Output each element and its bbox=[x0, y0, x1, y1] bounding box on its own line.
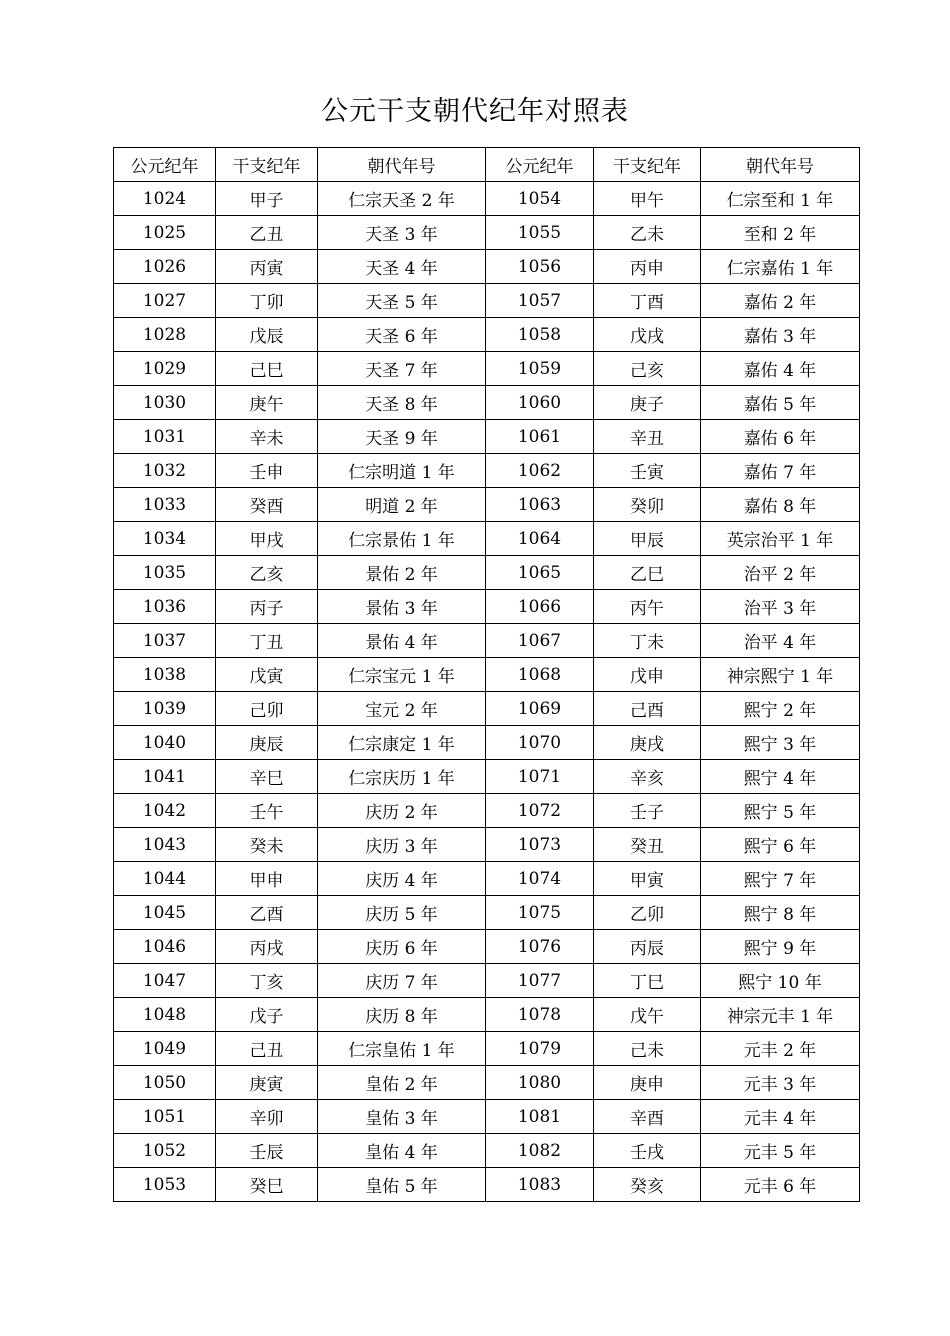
table-row bbox=[114, 284, 860, 318]
table-row bbox=[114, 522, 860, 556]
dynasty-era-cell: 元丰 6 年 bbox=[701, 1168, 860, 1202]
dynasty-era-cell: 庆历 4 年 bbox=[318, 862, 486, 896]
dynasty-era-cell: 景佑 2 年 bbox=[318, 556, 486, 590]
dynasty-era-cell: 熙宁 5 年 bbox=[701, 794, 860, 828]
dynasty-era-cell: 皇佑 2 年 bbox=[318, 1066, 486, 1100]
dynasty-era-cell: 嘉佑 4 年 bbox=[701, 352, 860, 386]
gregorian-year-cell: 1055 bbox=[486, 216, 594, 250]
table-row bbox=[114, 488, 860, 522]
table-row bbox=[114, 692, 860, 726]
table-row bbox=[114, 862, 860, 896]
table-row bbox=[114, 760, 860, 794]
ganzhi-year-cell: 庚辰 bbox=[216, 726, 318, 760]
dynasty-era-cell: 元丰 2 年 bbox=[701, 1032, 860, 1066]
gregorian-year-cell: 1037 bbox=[114, 624, 216, 658]
dynasty-era-cell: 仁宗庆历 1 年 bbox=[318, 760, 486, 794]
ganzhi-year-cell: 甲寅 bbox=[594, 862, 701, 896]
gregorian-year-cell: 1060 bbox=[486, 386, 594, 420]
dynasty-era-cell: 皇佑 4 年 bbox=[318, 1134, 486, 1168]
gregorian-year-cell: 1047 bbox=[114, 964, 216, 998]
dynasty-era-cell: 景佑 4 年 bbox=[318, 624, 486, 658]
table-body bbox=[114, 182, 860, 1202]
gregorian-year-cell: 1025 bbox=[114, 216, 216, 250]
dynasty-era-cell: 庆历 7 年 bbox=[318, 964, 486, 998]
dynasty-era-cell: 元丰 5 年 bbox=[701, 1134, 860, 1168]
gregorian-year-cell: 1039 bbox=[114, 692, 216, 726]
gregorian-year-cell: 1072 bbox=[486, 794, 594, 828]
dynasty-era-cell: 熙宁 10 年 bbox=[701, 964, 860, 998]
dynasty-era-cell: 熙宁 3 年 bbox=[701, 726, 860, 760]
table-row bbox=[114, 930, 860, 964]
ganzhi-year-cell: 己巳 bbox=[216, 352, 318, 386]
ganzhi-year-cell: 甲午 bbox=[594, 182, 701, 216]
gregorian-year-cell: 1082 bbox=[486, 1134, 594, 1168]
ganzhi-year-cell: 癸卯 bbox=[594, 488, 701, 522]
ganzhi-year-cell: 己卯 bbox=[216, 692, 318, 726]
gregorian-year-cell: 1036 bbox=[114, 590, 216, 624]
dynasty-era-cell: 仁宗嘉佑 1 年 bbox=[701, 250, 860, 284]
gregorian-year-cell: 1080 bbox=[486, 1066, 594, 1100]
ganzhi-year-cell: 壬寅 bbox=[594, 454, 701, 488]
table-row bbox=[114, 1032, 860, 1066]
table-row bbox=[114, 1168, 860, 1202]
table-row bbox=[114, 1134, 860, 1168]
gregorian-year-cell: 1071 bbox=[486, 760, 594, 794]
ganzhi-year-cell: 戊戌 bbox=[594, 318, 701, 352]
dynasty-era-cell: 皇佑 3 年 bbox=[318, 1100, 486, 1134]
ganzhi-year-cell: 庚寅 bbox=[216, 1066, 318, 1100]
table-row bbox=[114, 420, 860, 454]
table-row bbox=[114, 352, 860, 386]
dynasty-era-cell: 景佑 3 年 bbox=[318, 590, 486, 624]
dynasty-era-cell: 仁宗皇佑 1 年 bbox=[318, 1032, 486, 1066]
dynasty-era-cell: 仁宗至和 1 年 bbox=[701, 182, 860, 216]
ganzhi-year-cell: 丁丑 bbox=[216, 624, 318, 658]
table-row bbox=[114, 624, 860, 658]
ganzhi-year-cell: 庚申 bbox=[594, 1066, 701, 1100]
gregorian-year-cell: 1038 bbox=[114, 658, 216, 692]
table-row bbox=[114, 454, 860, 488]
gregorian-year-cell: 1051 bbox=[114, 1100, 216, 1134]
dynasty-era-cell: 明道 2 年 bbox=[318, 488, 486, 522]
table-row bbox=[114, 182, 860, 216]
gregorian-year-cell: 1058 bbox=[486, 318, 594, 352]
ganzhi-year-cell: 甲申 bbox=[216, 862, 318, 896]
dynasty-era-cell: 嘉佑 6 年 bbox=[701, 420, 860, 454]
gregorian-year-cell: 1057 bbox=[486, 284, 594, 318]
dynasty-era-cell: 庆历 3 年 bbox=[318, 828, 486, 862]
ganzhi-year-cell: 癸丑 bbox=[594, 828, 701, 862]
ganzhi-year-cell: 乙亥 bbox=[216, 556, 318, 590]
dynasty-era-cell: 熙宁 4 年 bbox=[701, 760, 860, 794]
ganzhi-year-cell: 丙申 bbox=[594, 250, 701, 284]
gregorian-year-cell: 1050 bbox=[114, 1066, 216, 1100]
dynasty-era-cell: 嘉佑 8 年 bbox=[701, 488, 860, 522]
dynasty-era-cell: 熙宁 2 年 bbox=[701, 692, 860, 726]
ganzhi-year-cell: 丙午 bbox=[594, 590, 701, 624]
header-dynasty-era: 朝代年号 bbox=[318, 148, 486, 182]
gregorian-year-cell: 1053 bbox=[114, 1168, 216, 1202]
table-row bbox=[114, 896, 860, 930]
ganzhi-year-cell: 辛卯 bbox=[216, 1100, 318, 1134]
dynasty-era-cell: 天圣 3 年 bbox=[318, 216, 486, 250]
ganzhi-year-cell: 壬子 bbox=[594, 794, 701, 828]
ganzhi-year-cell: 戊辰 bbox=[216, 318, 318, 352]
ganzhi-year-cell: 辛酉 bbox=[594, 1100, 701, 1134]
ganzhi-year-cell: 癸亥 bbox=[594, 1168, 701, 1202]
dynasty-era-cell: 仁宗天圣 2 年 bbox=[318, 182, 486, 216]
table-row bbox=[114, 590, 860, 624]
dynasty-era-cell: 庆历 6 年 bbox=[318, 930, 486, 964]
ganzhi-year-cell: 己亥 bbox=[594, 352, 701, 386]
gregorian-year-cell: 1052 bbox=[114, 1134, 216, 1168]
ganzhi-year-cell: 辛亥 bbox=[594, 760, 701, 794]
dynasty-era-cell: 神宗熙宁 1 年 bbox=[701, 658, 860, 692]
ganzhi-year-cell: 戊申 bbox=[594, 658, 701, 692]
gregorian-year-cell: 1068 bbox=[486, 658, 594, 692]
table-row bbox=[114, 794, 860, 828]
ganzhi-year-cell: 庚子 bbox=[594, 386, 701, 420]
ganzhi-year-cell: 丙戌 bbox=[216, 930, 318, 964]
gregorian-year-cell: 1046 bbox=[114, 930, 216, 964]
gregorian-year-cell: 1070 bbox=[486, 726, 594, 760]
gregorian-year-cell: 1081 bbox=[486, 1100, 594, 1134]
ganzhi-year-cell: 癸未 bbox=[216, 828, 318, 862]
dynasty-era-cell: 元丰 3 年 bbox=[701, 1066, 860, 1100]
gregorian-year-cell: 1040 bbox=[114, 726, 216, 760]
table-row bbox=[114, 1100, 860, 1134]
gregorian-year-cell: 1028 bbox=[114, 318, 216, 352]
ganzhi-year-cell: 己酉 bbox=[594, 692, 701, 726]
gregorian-year-cell: 1075 bbox=[486, 896, 594, 930]
dynasty-era-cell: 皇佑 5 年 bbox=[318, 1168, 486, 1202]
table-row bbox=[114, 964, 860, 998]
ganzhi-year-cell: 乙酉 bbox=[216, 896, 318, 930]
gregorian-year-cell: 1078 bbox=[486, 998, 594, 1032]
dynasty-era-cell: 嘉佑 2 年 bbox=[701, 284, 860, 318]
gregorian-year-cell: 1033 bbox=[114, 488, 216, 522]
ganzhi-year-cell: 庚午 bbox=[216, 386, 318, 420]
dynasty-era-cell: 嘉佑 3 年 bbox=[701, 318, 860, 352]
table-row bbox=[114, 216, 860, 250]
ganzhi-year-cell: 丙子 bbox=[216, 590, 318, 624]
gregorian-year-cell: 1062 bbox=[486, 454, 594, 488]
dynasty-era-cell: 仁宗康定 1 年 bbox=[318, 726, 486, 760]
dynasty-era-cell: 天圣 6 年 bbox=[318, 318, 486, 352]
ganzhi-year-cell: 己丑 bbox=[216, 1032, 318, 1066]
gregorian-year-cell: 1079 bbox=[486, 1032, 594, 1066]
dynasty-era-cell: 熙宁 7 年 bbox=[701, 862, 860, 896]
dynasty-era-cell: 熙宁 9 年 bbox=[701, 930, 860, 964]
ganzhi-year-cell: 丙寅 bbox=[216, 250, 318, 284]
dynasty-era-cell: 庆历 8 年 bbox=[318, 998, 486, 1032]
gregorian-year-cell: 1067 bbox=[486, 624, 594, 658]
gregorian-year-cell: 1024 bbox=[114, 182, 216, 216]
gregorian-year-cell: 1032 bbox=[114, 454, 216, 488]
ganzhi-year-cell: 乙巳 bbox=[594, 556, 701, 590]
gregorian-year-cell: 1031 bbox=[114, 420, 216, 454]
gregorian-year-cell: 1063 bbox=[486, 488, 594, 522]
gregorian-year-cell: 1064 bbox=[486, 522, 594, 556]
gregorian-year-cell: 1069 bbox=[486, 692, 594, 726]
table-row bbox=[114, 556, 860, 590]
dynasty-era-cell: 庆历 5 年 bbox=[318, 896, 486, 930]
ganzhi-year-cell: 癸酉 bbox=[216, 488, 318, 522]
header-gregorian-year: 公元纪年 bbox=[114, 148, 216, 182]
header-ganzhi-year: 干支纪年 bbox=[594, 148, 701, 182]
ganzhi-year-cell: 丁巳 bbox=[594, 964, 701, 998]
ganzhi-year-cell: 乙卯 bbox=[594, 896, 701, 930]
gregorian-year-cell: 1061 bbox=[486, 420, 594, 454]
dynasty-era-cell: 熙宁 8 年 bbox=[701, 896, 860, 930]
ganzhi-year-cell: 辛巳 bbox=[216, 760, 318, 794]
dynasty-era-cell: 嘉佑 7 年 bbox=[701, 454, 860, 488]
ganzhi-year-cell: 丁未 bbox=[594, 624, 701, 658]
gregorian-year-cell: 1048 bbox=[114, 998, 216, 1032]
gregorian-year-cell: 1044 bbox=[114, 862, 216, 896]
dynasty-era-cell: 仁宗明道 1 年 bbox=[318, 454, 486, 488]
table-row bbox=[114, 318, 860, 352]
gregorian-year-cell: 1041 bbox=[114, 760, 216, 794]
ganzhi-year-cell: 乙丑 bbox=[216, 216, 318, 250]
dynasty-era-cell: 庆历 2 年 bbox=[318, 794, 486, 828]
dynasty-era-cell: 治平 4 年 bbox=[701, 624, 860, 658]
gregorian-year-cell: 1043 bbox=[114, 828, 216, 862]
gregorian-year-cell: 1045 bbox=[114, 896, 216, 930]
dynasty-era-cell: 嘉佑 5 年 bbox=[701, 386, 860, 420]
ganzhi-year-cell: 丁酉 bbox=[594, 284, 701, 318]
dynasty-era-cell: 宝元 2 年 bbox=[318, 692, 486, 726]
gregorian-year-cell: 1027 bbox=[114, 284, 216, 318]
gregorian-year-cell: 1042 bbox=[114, 794, 216, 828]
page-title: 公元干支朝代纪年对照表 bbox=[321, 96, 629, 127]
gregorian-year-cell: 1059 bbox=[486, 352, 594, 386]
table-row bbox=[114, 998, 860, 1032]
ganzhi-year-cell: 丁卯 bbox=[216, 284, 318, 318]
gregorian-year-cell: 1066 bbox=[486, 590, 594, 624]
ganzhi-year-cell: 己未 bbox=[594, 1032, 701, 1066]
gregorian-year-cell: 1073 bbox=[486, 828, 594, 862]
gregorian-year-cell: 1077 bbox=[486, 964, 594, 998]
dynasty-era-cell: 英宗治平 1 年 bbox=[701, 522, 860, 556]
ganzhi-year-cell: 壬辰 bbox=[216, 1134, 318, 1168]
ganzhi-year-cell: 甲戌 bbox=[216, 522, 318, 556]
dynasty-era-cell: 仁宗宝元 1 年 bbox=[318, 658, 486, 692]
header-dynasty-era: 朝代年号 bbox=[701, 148, 860, 182]
gregorian-year-cell: 1030 bbox=[114, 386, 216, 420]
gregorian-year-cell: 1074 bbox=[486, 862, 594, 896]
table-row bbox=[114, 658, 860, 692]
dynasty-era-cell: 治平 2 年 bbox=[701, 556, 860, 590]
table-header-row bbox=[114, 148, 860, 182]
gregorian-year-cell: 1026 bbox=[114, 250, 216, 284]
ganzhi-year-cell: 壬戌 bbox=[594, 1134, 701, 1168]
table-row bbox=[114, 726, 860, 760]
ganzhi-year-cell: 丁亥 bbox=[216, 964, 318, 998]
gregorian-year-cell: 1056 bbox=[486, 250, 594, 284]
gregorian-year-cell: 1076 bbox=[486, 930, 594, 964]
ganzhi-year-cell: 戊寅 bbox=[216, 658, 318, 692]
gregorian-year-cell: 1065 bbox=[486, 556, 594, 590]
table-row bbox=[114, 386, 860, 420]
ganzhi-year-cell: 壬申 bbox=[216, 454, 318, 488]
header-gregorian-year: 公元纪年 bbox=[486, 148, 594, 182]
table-row bbox=[114, 250, 860, 284]
year-comparison-table bbox=[113, 147, 860, 1202]
dynasty-era-cell: 熙宁 6 年 bbox=[701, 828, 860, 862]
dynasty-era-cell: 仁宗景佑 1 年 bbox=[318, 522, 486, 556]
ganzhi-year-cell: 乙未 bbox=[594, 216, 701, 250]
dynasty-era-cell: 至和 2 年 bbox=[701, 216, 860, 250]
gregorian-year-cell: 1034 bbox=[114, 522, 216, 556]
ganzhi-year-cell: 壬午 bbox=[216, 794, 318, 828]
dynasty-era-cell: 天圣 5 年 bbox=[318, 284, 486, 318]
dynasty-era-cell: 元丰 4 年 bbox=[701, 1100, 860, 1134]
dynasty-era-cell: 天圣 4 年 bbox=[318, 250, 486, 284]
ganzhi-year-cell: 辛未 bbox=[216, 420, 318, 454]
gregorian-year-cell: 1029 bbox=[114, 352, 216, 386]
dynasty-era-cell: 天圣 8 年 bbox=[318, 386, 486, 420]
gregorian-year-cell: 1049 bbox=[114, 1032, 216, 1066]
ganzhi-year-cell: 甲辰 bbox=[594, 522, 701, 556]
gregorian-year-cell: 1054 bbox=[486, 182, 594, 216]
gregorian-year-cell: 1083 bbox=[486, 1168, 594, 1202]
dynasty-era-cell: 神宗元丰 1 年 bbox=[701, 998, 860, 1032]
ganzhi-year-cell: 辛丑 bbox=[594, 420, 701, 454]
ganzhi-year-cell: 癸巳 bbox=[216, 1168, 318, 1202]
table-row bbox=[114, 828, 860, 862]
ganzhi-year-cell: 庚戌 bbox=[594, 726, 701, 760]
table-row bbox=[114, 1066, 860, 1100]
ganzhi-year-cell: 甲子 bbox=[216, 182, 318, 216]
ganzhi-year-cell: 丙辰 bbox=[594, 930, 701, 964]
header-ganzhi-year: 干支纪年 bbox=[216, 148, 318, 182]
dynasty-era-cell: 治平 3 年 bbox=[701, 590, 860, 624]
ganzhi-year-cell: 戊午 bbox=[594, 998, 701, 1032]
dynasty-era-cell: 天圣 7 年 bbox=[318, 352, 486, 386]
gregorian-year-cell: 1035 bbox=[114, 556, 216, 590]
ganzhi-year-cell: 戊子 bbox=[216, 998, 318, 1032]
dynasty-era-cell: 天圣 9 年 bbox=[318, 420, 486, 454]
